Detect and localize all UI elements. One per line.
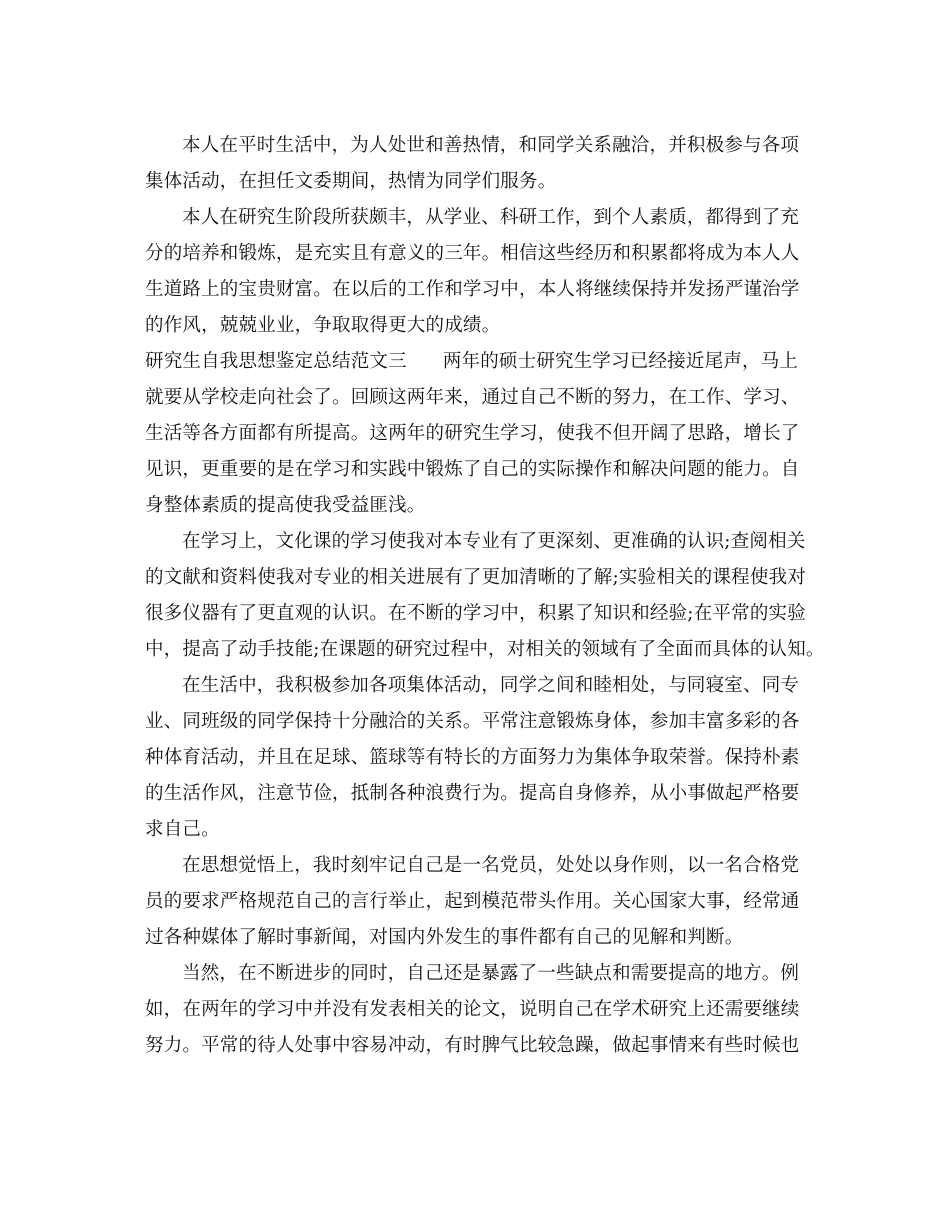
paragraph-line: 员的要求严格规范自己的言行举止，起到模范带头作用。关心国家大事，经常通 — [145, 891, 800, 912]
paragraph-5 — [145, 668, 820, 848]
heading-line-rest: 两年的硕士研究生学习已经接近尾声，马上 — [442, 351, 799, 372]
document-body — [145, 128, 825, 1064]
paragraph-3 — [145, 344, 820, 524]
paragraph-line: 身整体素质的提高使我受益匪浅。 — [145, 495, 426, 516]
paragraph-line: 过各种媒体了解时事新闻，对国内外发生的事件都有自己的见解和判断。 — [145, 927, 744, 948]
paragraph-line: 在思想觉悟上，我时刻牢记自己是一名党员，处处以身作则，以一名合格党 — [182, 855, 800, 876]
paragraph-line: 当然，在不断进步的同时，自己还是暴露了一些缺点和需要提高的地方。例 — [182, 963, 800, 984]
paragraph-1 — [145, 128, 820, 200]
paragraph-line: 求自己。 — [145, 819, 220, 840]
paragraph-7 — [145, 956, 820, 1064]
paragraph-line: 努力。平常的待人处事中容易冲动，有时脾气比较急躁，做起事情来有些时候也 — [145, 1035, 800, 1056]
paragraph-line: 生活等各方面都有所提高。这两年的研究生学习，使我不但开阔了思路，增长了 — [145, 423, 800, 444]
paragraph-line: 种体育活动，并且在足球、篮球等有特长的方面努力为集体争取荣誉。保持朴素 — [145, 747, 800, 768]
paragraph-line: 本人在研究生阶段所获颇丰，从学业、科研工作，到个人素质，都得到了充 — [182, 207, 800, 228]
paragraph-line: 在学习上，文化课的学习使我对本专业有了更深刻、更准确的认识;查阅相关 — [182, 531, 806, 552]
paragraph-6 — [145, 848, 820, 956]
paragraph-line: 分的培养和锻炼，是充实且有意义的三年。相信这些经历和积累都将成为本人人 — [145, 243, 800, 264]
paragraph-line: 本人在平时生活中，为人处世和善热情，和同学关系融洽，并积极参与各项 — [182, 135, 800, 156]
section-heading: 研究生自我思想鉴定总结范文三 — [145, 351, 407, 372]
paragraph-line: 在生活中，我积极参加各项集体活动，同学之间和睦相处，与同寝室、同专 — [182, 675, 800, 696]
paragraph-line: 生道路上的宝贵财富。在以后的工作和学习中，本人将继续保持并发扬严谨治学 — [145, 279, 800, 300]
paragraph-line: 就要从学校走向社会了。回顾这两年来，通过自己不断的努力，在工作、学习、 — [145, 387, 800, 408]
heading-line — [145, 344, 820, 380]
paragraph-line: 业、同班级的同学保持十分融洽的关系。平常注意锻炼身体，参加丰富多彩的各 — [145, 711, 800, 732]
paragraph-line: 的文献和资料使我对专业的相关进展有了更加清晰的了解;实验相关的课程使我对 — [145, 567, 806, 588]
paragraph-2 — [145, 200, 820, 344]
paragraph-line: 中，提高了动手技能;在课题的研究过程中，对相关的领域有了全面而具体的认知。 — [145, 639, 825, 660]
paragraph-line: 见识，更重要的是在学习和实践中锻炼了自己的实际操作和解决问题的能力。自 — [145, 459, 800, 480]
paragraph-line: 的生活作风，注意节俭，抵制各种浪费行为。提高自身修养，从小事做起严格要 — [145, 783, 800, 804]
paragraph-line: 如，在两年的学习中并没有发表相关的论文，说明自己在学术研究上还需要继续 — [145, 999, 800, 1020]
paragraph-line: 集体活动，在担任文委期间，热情为同学们服务。 — [145, 171, 557, 192]
paragraph-4 — [145, 524, 825, 668]
paragraph-line: 的作风，兢兢业业，争取取得更大的成绩。 — [145, 315, 501, 336]
paragraph-line: 很多仪器有了更直观的认识。在不断的学习中，积累了知识和经验;在平常的实验 — [145, 603, 806, 624]
